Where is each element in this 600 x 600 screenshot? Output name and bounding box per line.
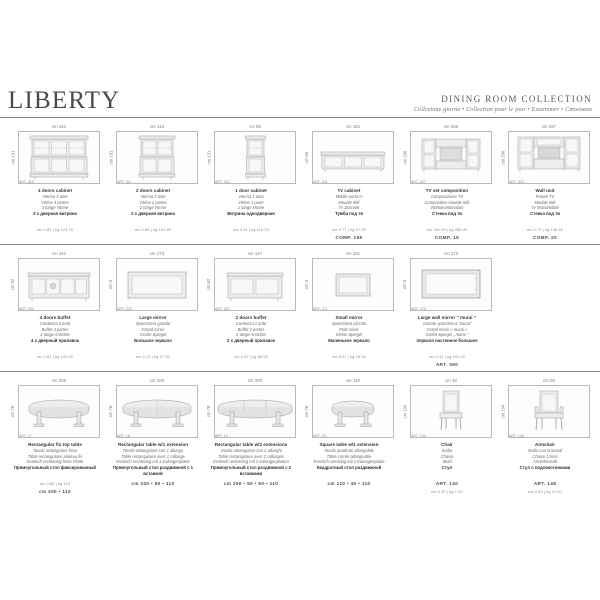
dimension-left: cm 5 (304, 279, 310, 290)
brand-title: LIBERTY (8, 87, 121, 114)
product-size-code: cm 110 • 40 • 110 (327, 481, 371, 486)
dimension-top: cm 48 (445, 378, 457, 383)
dimension-left: cm 131 (10, 150, 16, 165)
product-article-code: ART. 148 (533, 481, 557, 486)
label-de: 2 türige Vitrine (139, 205, 167, 211)
product-composition-code: COMP. 15 (434, 235, 460, 240)
product-drawing-2-doors-buffet (214, 258, 296, 311)
product-labels (400, 186, 494, 224)
product-labels (302, 186, 396, 224)
product-meta: mc 0.12 | kg 27.00 (136, 354, 170, 359)
product-figure (400, 251, 494, 313)
label-fr: Grand miroir (141, 326, 165, 332)
label-fr: Chaise (440, 453, 454, 459)
article-code: ART. 321 (215, 306, 230, 311)
product-item[interactable] (498, 378, 592, 494)
label-en: Chair (441, 442, 453, 447)
product-size-code: cm 200 • 50 • 50 • 110 (223, 481, 279, 486)
label-fr: Composition meuble télé (424, 199, 470, 205)
label-ru: Прямоугольный стол раздвижной с 1 вставкой (112, 465, 194, 476)
dimension-left: cm 131 (206, 150, 212, 165)
label-en: Tv cabinet (337, 188, 361, 193)
dimension-top: cm 110 (149, 124, 165, 129)
dimension-left: cm 104 (402, 404, 408, 419)
label-it: Vetrina 1 anta (238, 194, 264, 200)
label-de: 4 türige Anrichte (40, 332, 70, 338)
product-article-code: ART. 140 (435, 481, 459, 486)
label-it: Tavolo quadrato allungabile (324, 448, 374, 454)
product-meta: mc 161.00 | kg 285.40 (426, 227, 468, 232)
dimension-top: cm 173 (149, 251, 165, 256)
product-composition-code: COMP. 159 (335, 235, 363, 240)
label-fr: Buffet 2 portes (237, 326, 265, 332)
collection-subtitle: Collezione giorno • Collection pour le jour • Esszimmer • Столовая (413, 106, 592, 113)
product-size-code: cm 200 • 50 • 110 (131, 481, 175, 486)
label-ru: Стенка под тв (530, 211, 560, 217)
product-drawing-rectangular-fix-table (18, 385, 100, 438)
label-it: Grande specchiera "murai" (422, 321, 472, 327)
dimension-left: cm 104 (500, 404, 506, 419)
dimension-left: cm 78 (108, 405, 113, 418)
dimension-left: cm 5 (108, 279, 114, 290)
product-item[interactable] (498, 124, 592, 240)
label-en: 2 doors cabinet (135, 188, 170, 193)
article-code: ART. 310 (19, 179, 34, 184)
label-ru: Маленькое зеркало (328, 338, 370, 344)
product-meta: mc 0.07 | kg 18.00 (332, 354, 366, 359)
article-code: ART. 20 (313, 433, 326, 438)
label-it: Mobile porta tv (335, 194, 363, 200)
product-labels (498, 440, 592, 478)
label-en: Wall unit (535, 188, 555, 193)
label-ru: Квадратный стол раздвижной (316, 465, 382, 471)
product-meta: mc 0.81 | kg 124.70 (36, 227, 73, 232)
label-it: Tavolo rettangolare con 2 allunghi (220, 448, 282, 454)
label-en: 4 doors buffet (39, 315, 71, 320)
article-code: ART. 17 (19, 433, 32, 438)
label-de: Große Spiegel (139, 332, 167, 338)
label-en: Large wall mirror " murai " (417, 315, 477, 320)
label-fr: Chaise à bras (532, 453, 558, 459)
label-ru: Витрина однодверная (227, 211, 275, 217)
dimension-left: cm 131 (108, 150, 114, 165)
product-figure (498, 378, 592, 440)
dimension-left: cm 206 (500, 150, 506, 165)
dimension-top: cm 101 (345, 251, 361, 256)
product-labels (400, 440, 494, 478)
article-code: ART. 140 (411, 433, 426, 438)
product-item[interactable] (302, 251, 396, 367)
product-drawing-3-doors-cabinet (18, 131, 100, 184)
product-drawing-2-doors-cabinet (116, 131, 198, 184)
product-meta: mc 0.77 | kg 67.00 (332, 227, 366, 232)
product-labels (204, 313, 298, 351)
article-code: ART. 341 (313, 179, 328, 184)
dimension-top: cm 285 (443, 124, 459, 129)
dimension-left: cm 92 (206, 278, 211, 291)
label-ru: Тумба под тв (335, 211, 363, 217)
label-de: 2 türige Anrichte (236, 332, 266, 338)
article-code: ART. 320 (19, 306, 34, 311)
label-en: Rectangular table w/1 extension (117, 442, 189, 447)
label-de: Esstisch rechteckig mit 1 Ealongenplatte (116, 459, 190, 465)
label-fr: Vitrine 3 portes (41, 199, 69, 205)
header-right (414, 94, 592, 114)
product-labels (302, 313, 396, 351)
product-drawing-table-1-extension (116, 385, 198, 438)
product-figure (302, 378, 396, 440)
label-fr: Petit miroir (339, 326, 359, 332)
dimension-left: cm 78 (10, 405, 15, 418)
dimension-top: cm 200 (149, 378, 165, 383)
product-item[interactable] (302, 124, 396, 240)
label-it: Parete TV (535, 194, 555, 200)
product-drawing-square-table (312, 385, 394, 438)
product-item[interactable] (8, 124, 102, 240)
label-ru: Большое зеркало (134, 338, 172, 344)
product-item[interactable] (106, 124, 200, 240)
label-en: Rectangular fix top table (28, 442, 82, 447)
dimension-top: cm 297 (541, 124, 557, 129)
product-figure (302, 251, 396, 313)
product-size-code: cm 200 • 110 (39, 489, 71, 494)
label-en: Armchair (534, 442, 556, 447)
label-de: Esstisch viereckig mit 1 Ealongenplatte (313, 459, 385, 465)
product-drawing-tv-set-composition (410, 131, 492, 184)
product-figure (8, 251, 102, 313)
product-labels (8, 440, 102, 478)
product-meta: mc 0.30 | kg 7.00 (431, 489, 463, 494)
label-ru: Прямоугольный стол раздвижной с 2 вставками (210, 465, 292, 476)
product-figure (204, 124, 298, 186)
dimension-top: cm 173 (443, 251, 459, 256)
label-en: 3 doors cabinet (37, 188, 72, 193)
label-fr: Vitrine 2 portes (139, 199, 167, 205)
product-figure (106, 251, 200, 313)
dimension-left: cm 5 (402, 279, 408, 290)
dimension-left: cm 60 (304, 151, 309, 164)
product-figure (8, 378, 102, 440)
product-item[interactable] (8, 251, 102, 367)
label-it: Sedia con braccioli (527, 448, 563, 454)
label-en: Large mirror (139, 315, 167, 320)
product-labels (8, 313, 102, 351)
product-row-2 (0, 245, 600, 372)
product-labels (106, 440, 200, 478)
article-code: ART. 312 (215, 179, 230, 184)
product-figure (8, 124, 102, 186)
label-it: Composizione TV (430, 194, 464, 200)
product-meta: mc 0.41 | kg 116.20 (233, 227, 269, 232)
product-item[interactable] (204, 378, 298, 494)
product-item[interactable] (204, 251, 298, 367)
dimension-top: cm 110 (345, 378, 361, 383)
product-meta: mc 0.12 | kg 101.40 (428, 354, 465, 359)
label-fr: Meuble télé (534, 199, 556, 205)
product-composition-code: ART. 350 (435, 362, 459, 367)
label-de: Tv Schrank (338, 205, 360, 211)
product-figure (400, 378, 494, 440)
catalog-sheet (0, 88, 600, 498)
dimension-top: cm 200 (51, 378, 67, 383)
article-code: ART. 148 (509, 433, 524, 438)
label-it: Credenza 2 ante (235, 321, 267, 327)
product-meta: mc 0.40 | kg 11.00 (528, 489, 562, 494)
product-item[interactable] (106, 251, 200, 367)
label-it: Sedia (441, 448, 453, 454)
product-labels (106, 313, 200, 351)
label-de: 3 türige Vitrine (41, 205, 69, 211)
product-meta: mc 0.61 | kg 131.60 (36, 354, 73, 359)
dimension-left: cm 206 (402, 150, 408, 165)
product-meta: mc 0.66 | kg 101.50 (134, 227, 171, 232)
label-ru: Прямоугольный стол фиксированный (13, 465, 97, 471)
dimension-top: cm 141 (51, 124, 67, 129)
product-item[interactable] (400, 124, 494, 240)
label-de: 1 türige Vitrine (237, 205, 265, 211)
label-de: Armlehnstuhl (533, 459, 557, 465)
label-de: Große Spiegel „ murai " (425, 332, 469, 338)
label-it: Tavolo rettangolare fisso (32, 448, 78, 454)
dimension-left: cm 92 (10, 278, 15, 291)
product-drawing-large-wall-mirror (410, 258, 492, 311)
product-item[interactable] (400, 378, 494, 494)
dimension-top: cm 161 (345, 124, 361, 129)
product-drawing-chair (410, 385, 492, 438)
label-de: Wohnkombination (430, 205, 464, 211)
dimension-left: cm 78 (304, 405, 309, 418)
article-code: ART. 371 (313, 306, 328, 311)
label-it: Vetrina 2 ante (140, 194, 166, 200)
product-labels (498, 186, 592, 224)
product-labels (8, 186, 102, 224)
label-en: Small mirror (335, 315, 363, 320)
label-ru: Стенка под тв (432, 211, 462, 217)
product-figure (204, 378, 298, 440)
product-item-empty (498, 251, 592, 367)
collection-title: DINING ROOM COLLECTION (441, 94, 592, 105)
product-drawing-wall-unit (508, 131, 590, 184)
label-it: Credenza 4 ante (39, 321, 71, 327)
dimension-top: cm 56 (543, 378, 555, 383)
product-composition-code: COMP. 20 (532, 235, 558, 240)
label-ru: Стул (441, 465, 453, 471)
article-code: ART. 379 (411, 306, 426, 311)
product-labels (400, 313, 494, 351)
product-labels (106, 186, 200, 224)
dimension-top: cm 147 (247, 251, 263, 256)
product-figure (204, 251, 298, 313)
label-fr: Vitrine 1 porte (238, 199, 264, 205)
product-figure (106, 124, 200, 186)
product-item[interactable] (204, 124, 298, 240)
label-en: Square table w/1 extension (319, 442, 379, 447)
product-item[interactable] (302, 378, 396, 494)
label-de: Tv Wandmöbel (531, 205, 559, 211)
product-drawing-tv-cabinet (312, 131, 394, 184)
product-labels (204, 186, 298, 224)
label-de: Esstisch rechteckig feste Platte (26, 459, 84, 465)
product-drawing-small-mirror (312, 258, 394, 311)
label-de: Esstisch rechteckig mit 2 Ealongenplatten (213, 459, 289, 465)
label-fr: Table rectangulaire avec 2 rallonges (218, 453, 284, 459)
label-it: Tavolo rettangolare con 1 allungo (122, 448, 184, 454)
product-drawing-table-2-extensions (214, 385, 296, 438)
product-drawing-1-door-cabinet (214, 131, 296, 184)
label-fr: Table carrée allongeable (326, 453, 372, 459)
product-labels (204, 440, 298, 478)
label-ru: 4 х дверный прилавок (31, 338, 79, 344)
dimension-top: cm 141 (51, 251, 67, 256)
label-ru: Зеркало настенное большое (416, 338, 478, 344)
product-meta: mc 0.47 | kg 86.00 (234, 354, 268, 359)
label-fr: Table rectangulaire avec 1 rallonge (121, 453, 185, 459)
label-de: Kleine Spiegel (335, 332, 363, 338)
product-row-3 (0, 372, 600, 498)
article-code: ART. 311 (117, 179, 132, 184)
product-meta: mc 0.60 | kg 110 (39, 481, 70, 486)
article-code: ART. 423 (509, 179, 524, 184)
page-header (0, 88, 600, 118)
product-figure (106, 378, 200, 440)
label-ru: 3 х дверная витрина (33, 211, 77, 217)
article-code: ART. 18 (117, 433, 130, 438)
product-labels (302, 440, 396, 478)
product-item[interactable] (106, 378, 200, 494)
label-de: Stuhl (442, 459, 452, 465)
product-row-1 (0, 118, 600, 245)
product-figure (400, 124, 494, 186)
article-code: ART. 427 (411, 179, 426, 184)
product-figure (302, 124, 396, 186)
dimension-top: cm 200 (247, 378, 263, 383)
product-drawing-armchair (508, 385, 590, 438)
product-figure (498, 124, 592, 186)
label-it: Specchiera grande (135, 321, 171, 327)
dimension-top: cm 65 (249, 124, 261, 129)
label-ru: Стул с подлокотниками (519, 465, 571, 471)
label-en: TV set composition (425, 188, 469, 193)
label-ru: 2 х дверный прилавок (227, 338, 275, 344)
article-code: ART. 19 (215, 433, 228, 438)
label-fr: Meuble télé (338, 199, 360, 205)
label-it: Vetrina 3 ante (42, 194, 68, 200)
product-item[interactable] (8, 378, 102, 494)
dimension-left: cm 78 (206, 405, 211, 418)
label-en: Rectangular table w/2 extensions (214, 442, 288, 447)
product-drawing-large-mirror (116, 258, 198, 311)
product-item[interactable] (400, 251, 494, 367)
label-en: 2 doors buffet (235, 315, 267, 320)
label-it: Specchiera piccola (331, 321, 367, 327)
product-meta: mc 0.72 | kg 136.40 (526, 227, 563, 232)
article-code: ART. 370 (117, 306, 132, 311)
label-fr: Table rectangulaire plateau fix (27, 453, 83, 459)
label-fr: Grand miroir « murai » (426, 326, 468, 332)
label-fr: Buffet 4 portes (41, 326, 69, 332)
label-en: 1 door cabinet (235, 188, 267, 193)
label-ru: 2 х дверная витрина (131, 211, 175, 217)
product-drawing-4-doors-buffet (18, 258, 100, 311)
